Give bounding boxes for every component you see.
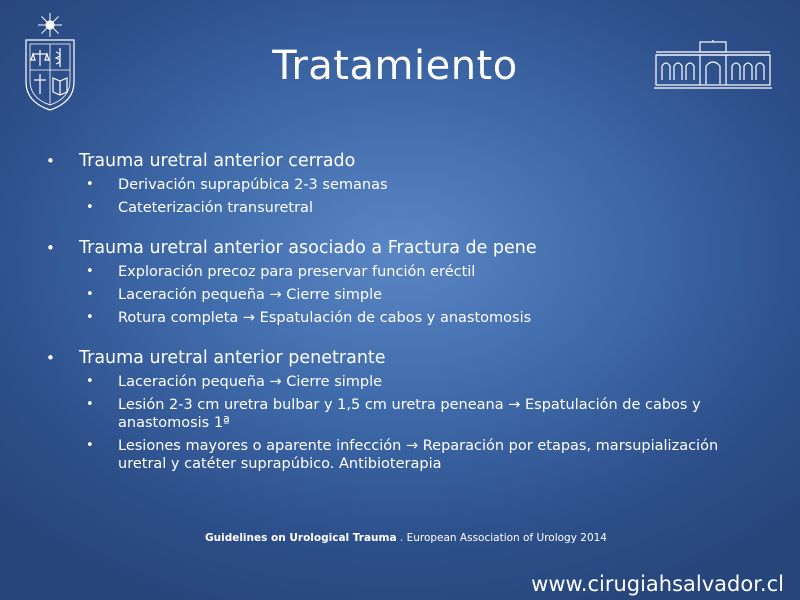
- citation: [0, 531, 800, 545]
- bullet-icon: •: [46, 349, 55, 367]
- website-url: www.cirugiahsalvador.cl: [531, 572, 784, 596]
- bullet-level2: [40, 396, 760, 432]
- list-item: Laceración pequeña → Cierre simple: [118, 374, 383, 390]
- bullet-icon: •: [86, 374, 94, 389]
- list-item: Exploración precoz para preservar función eréctil: [118, 264, 476, 280]
- section-closed-trauma: [40, 150, 760, 217]
- bullet-level2: [40, 373, 760, 391]
- section-penetrating-trauma: [40, 347, 760, 473]
- section-heading: Trauma uretral anterior cerrado: [79, 151, 356, 171]
- slide-title: Tratamiento: [272, 43, 518, 89]
- list-item: Lesiones mayores o aparente infección → Reparación por etapas, marsupialización uretral y catéter suprapúbico. Antibioterapia: [118, 438, 719, 472]
- section-penile-fracture: [40, 237, 760, 327]
- bullet-icon: •: [86, 438, 94, 453]
- citation-source: . European Association of Urology 2014: [396, 532, 607, 544]
- bullet-icon: •: [86, 177, 94, 192]
- bullet-icon: •: [46, 239, 55, 257]
- bullet-level2: [40, 263, 760, 281]
- list-item: Rotura completa → Espatulación de cabos y anastomosis: [118, 310, 532, 326]
- bullet-level2: [40, 286, 760, 304]
- slide-content: [40, 150, 760, 493]
- bullet-level2: [40, 437, 760, 473]
- bullet-level1: [40, 347, 760, 369]
- bullet-level1: [40, 237, 760, 259]
- section-heading: Trauma uretral anterior penetrante: [79, 348, 386, 368]
- bullet-icon: •: [86, 397, 94, 412]
- bullet-icon: •: [86, 287, 94, 302]
- list-item: Derivación suprapúbica 2-3 semanas: [118, 177, 388, 193]
- bullet-icon: •: [86, 310, 94, 325]
- bullet-level1: [40, 150, 760, 172]
- section-heading: Trauma uretral anterior asociado a Fractura de pene: [79, 238, 537, 258]
- list-item: Cateterización transuretral: [118, 200, 313, 216]
- bullet-level2: [40, 176, 760, 194]
- list-item: Lesión 2-3 cm uretra bulbar y 1,5 cm uretra peneana → Espatulación de cabos y anastomosis 1ª: [118, 397, 701, 431]
- bullet-icon: •: [46, 152, 55, 170]
- list-item: Laceración pequeña → Cierre simple: [118, 287, 383, 303]
- bullet-level2: [40, 309, 760, 327]
- bullet-level2: [40, 199, 760, 217]
- citation-title: Guidelines on Urological Trauma: [205, 532, 397, 544]
- bullet-icon: •: [86, 264, 94, 279]
- bullet-icon: •: [86, 200, 94, 215]
